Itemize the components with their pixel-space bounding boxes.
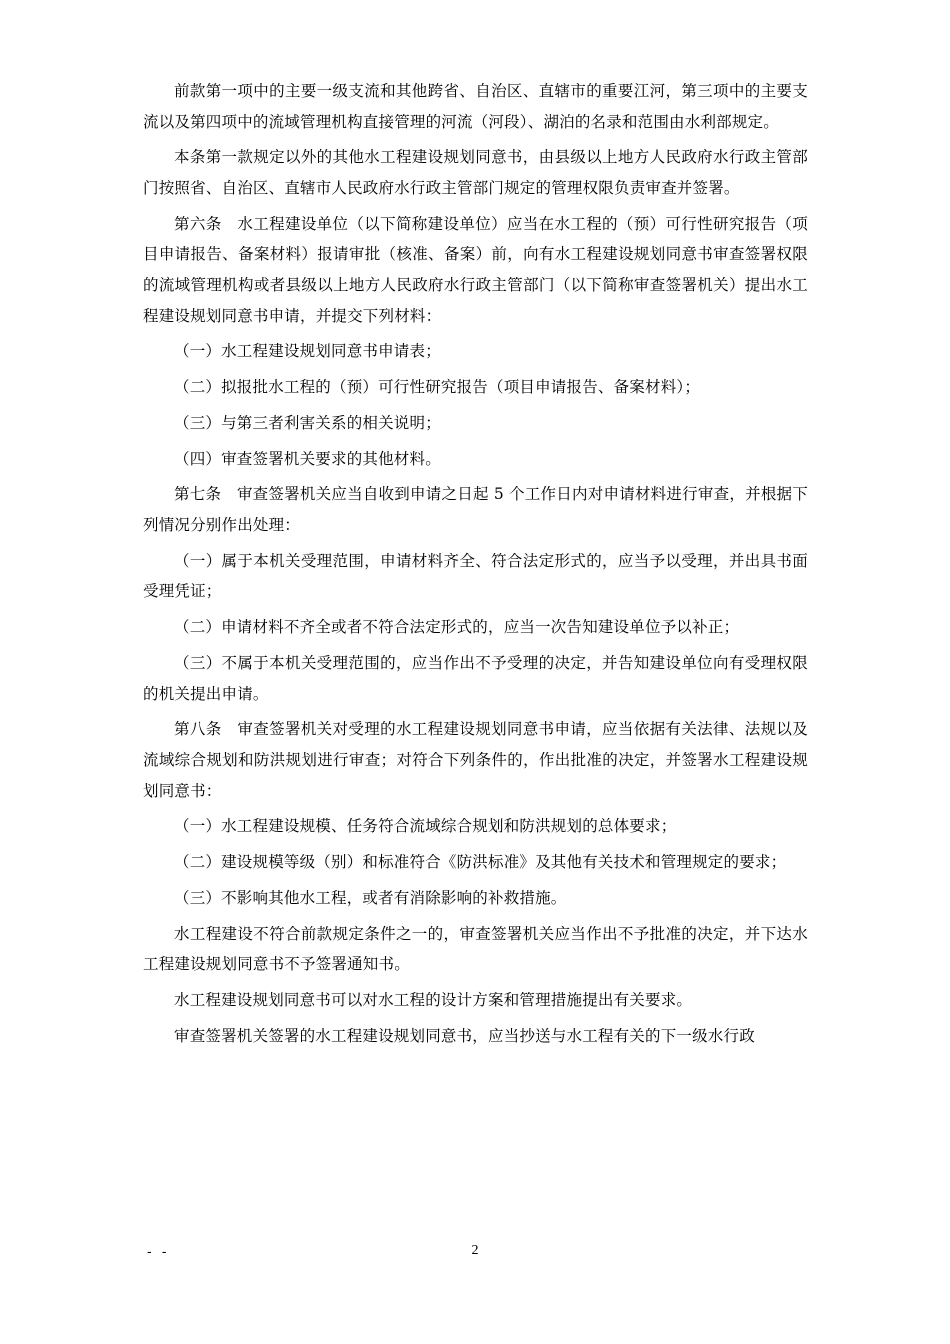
article-6-item-3: （三）与第三者利害关系的相关说明； — [174, 413, 441, 432]
article-8-item-1: （一）水工程建设规模、任务符合流域综合规划和防洪规划的总体要求； — [174, 817, 677, 836]
paragraph-2: 本条第一款规定以外的其他水工程建设规划同意书，由县级以上地方人民政府水行政主管部门按照省、自治区、直辖市人民政府水行政主管部门规定的管理权限负责审查并签署。 — [143, 148, 808, 197]
article-7-item-1: （一）属于本机关受理范围，申请材料齐全、符合法定形式的，应当予以受理，并出具书面受理凭证； — [143, 551, 808, 601]
article-8-item-2: （二）建设规模等级（别）和标准符合《防洪标准》及其他有关技术和管理规定的要求； — [174, 853, 787, 872]
article-6-item-4: （四）审查签署机关要求的其他材料。 — [174, 449, 441, 468]
article-8-rejection-paragraph: 水工程建设不符合前款规定条件之一的，审查签署机关应当作出不予批准的决定，并下达水工程建设规划同意书不予签署通知书。 — [143, 924, 808, 974]
article-8-copy-paragraph: 审查签署机关签署的水工程建设规划同意书，应当抄送与水工程有关的下一级水行政 — [174, 1026, 755, 1045]
footer-left-mark: - - — [147, 1245, 170, 1260]
article-6-item-2: （二）拟报批水工程的（预）可行性研究报告（项目申请报告、备案材料）； — [174, 378, 701, 397]
article-7-paragraph: 第七条 审查签署机关应当自收到申请之日起 5 个工作日内对申请材料进行审查，并根据下列情况分别作出处理： — [143, 485, 808, 535]
article-8-requirements-paragraph: 水工程建设规划同意书可以对水工程的设计方案和管理措施提出有关要求。 — [174, 991, 693, 1010]
article-7-item-2: （二）申请材料不齐全或者不符合法定形式的，应当一次告知建设单位予以补正； — [174, 618, 740, 637]
article-6-item-1: （一）水工程建设规划同意书申请表； — [174, 342, 441, 361]
article-7-item-3: （三）不属于本机关受理范围的，应当作出不予受理的决定，并告知建设单位向有受理权限的机关提出申请。 — [143, 653, 808, 703]
article-6-paragraph: 第六条 水工程建设单位（以下简称建设单位）应当在水工程的（预）可行性研究报告（项目申请报告、备案材料）报请审批（核准、备案）前，向有水工程建设规划同意书审查签署权限的流域管理机构或者县级以上地方人民政府水行政主管部门（以下简称审查签署机关）提出水工程建设规划同意书申请，并提交下列材料： — [143, 214, 808, 325]
article-8-paragraph: 第八条 审查签署机关对受理的水工程建设规划同意书申请，应当依据有关法律、法规以及流域综合规划和防洪规划进行审查；对符合下列条件的，作出批准的决定，并签署水工程建设规划同意书： — [143, 720, 808, 800]
page-number: 2 — [471, 1243, 479, 1258]
article-8-item-3: （三）不影响其他水工程，或者有消除影响的补救措施。 — [174, 888, 567, 907]
paragraph-1: 前款第一项中的主要一级支流和其他跨省、自治区、直辖市的重要江河，第三项中的主要支流以及第四项中的流域管理机构直接管理的河流（河段）、湖泊的名录和范围由水利部规定。 — [143, 82, 808, 131]
document-body — [143, 76, 808, 1057]
